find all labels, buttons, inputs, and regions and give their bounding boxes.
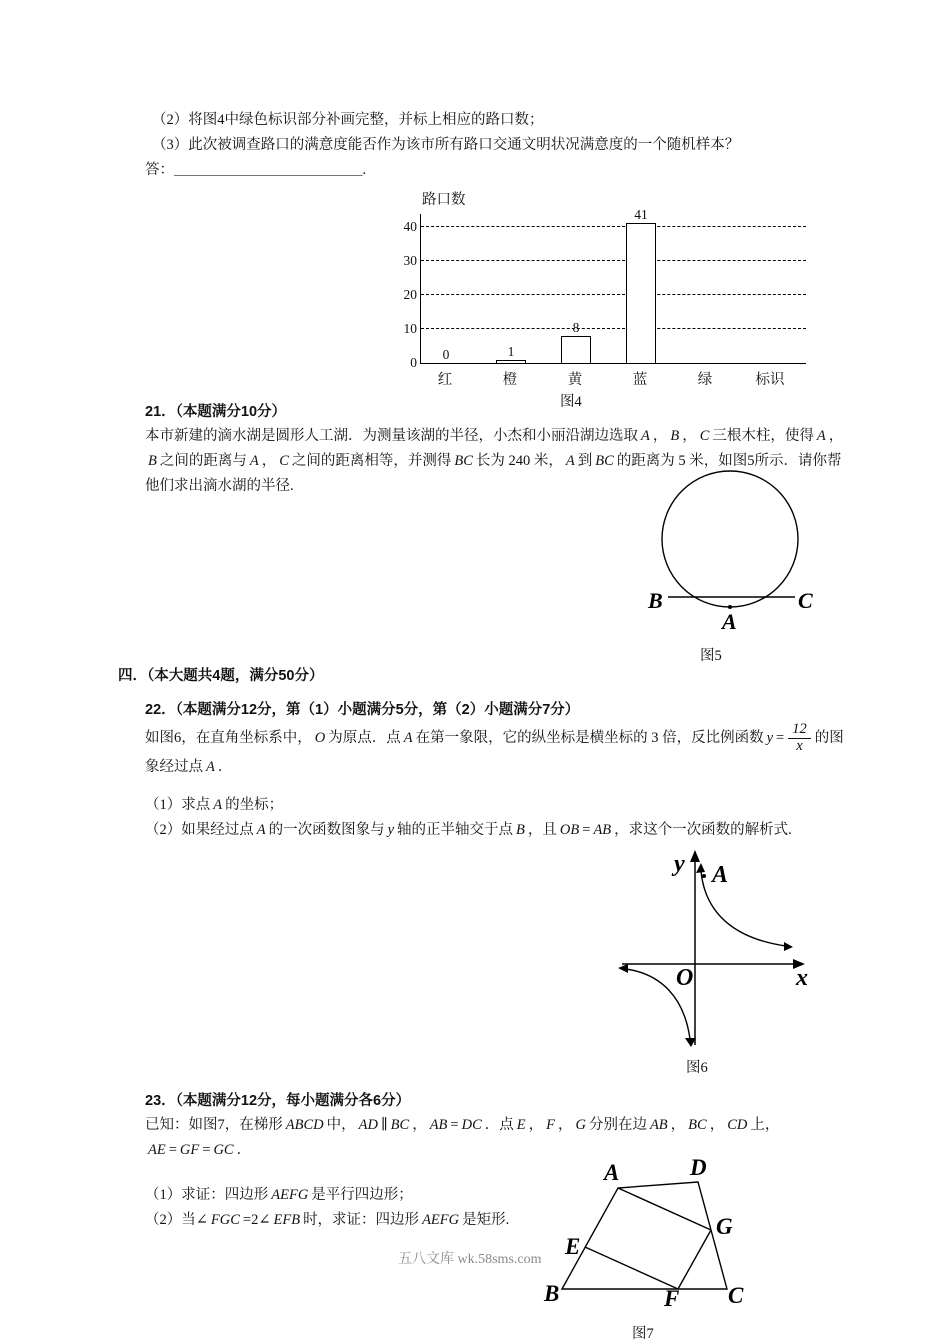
math-variable: A [256, 822, 266, 838]
question23-item1: （1）求证：四边形 AEFG 是平行四边形； [145, 1187, 413, 1203]
segment-ga [618, 1188, 711, 1230]
chart-bar-value: 8 [572, 319, 580, 335]
segment-ef [585, 1247, 678, 1289]
math-variable: y [766, 729, 774, 746]
math-variable: y [387, 822, 395, 838]
math-variable: AEFG [422, 1212, 460, 1228]
chart-ytick: 30 [403, 252, 417, 268]
chart-category-label: 黄 [567, 372, 583, 388]
math-variable: BC [595, 453, 614, 469]
chart-gridline [421, 226, 806, 227]
math-variable: A [403, 729, 413, 746]
question21-body: 本市新建的滴水湖是圆形人工湖．为测量该湖的半径，小杰和小丽沿湖边选取 A ， B ， C 三根木柱，使得 A ，B 之间的距离与 A ， C 之间的距离相等，并测得 BC 长为 240 米， A 到 BC 的距离为 5 米，如图5所示．请你帮他们求出滴水湖的半径. [145, 428, 844, 494]
math-variable: AB [649, 1117, 668, 1133]
math-variable: BC [390, 1117, 410, 1133]
math-variable: B [670, 428, 680, 444]
math-variable: C [279, 453, 289, 469]
question23-item2: （2）当∠ FGC =2∠ EFB 时，求证：四边形 AEFG 是矩形. [145, 1212, 510, 1228]
math-variable: EFB [273, 1212, 301, 1228]
figure5-lake-diagram [640, 467, 825, 637]
math-variable: OB [559, 822, 580, 838]
lake-circle [662, 471, 798, 607]
chart-plot-area [403, 207, 806, 370]
math-variable: AB [429, 1117, 448, 1133]
math-variable: C [699, 428, 710, 444]
chart-x-axis-title: 标识 [755, 372, 785, 388]
chart-ytick: 20 [403, 286, 417, 302]
math-variable: AD [358, 1117, 378, 1133]
math-variable: AEFG [271, 1187, 309, 1203]
math-variable: FGC [210, 1212, 240, 1228]
math-variable: AB [593, 822, 612, 838]
figure7-label-f: F [664, 1286, 680, 1310]
chart-category-label: 红 [437, 372, 453, 388]
section4-heading: 四．（本大题共4题，满分50分） [118, 668, 324, 684]
watermark-footer: 五八文库 wk.58sms.com [398, 1252, 542, 1267]
chart-category-labels [420, 364, 810, 388]
math-variable: O [314, 729, 326, 746]
figure7-label-d: D [690, 1158, 707, 1180]
question22-heading: 22．（本题满分12分，第（1）小题满分5分，第（2）小题满分7分） [145, 702, 580, 718]
fraction: $\frac{12}{x}$ [788, 722, 811, 755]
math-variable: A [565, 453, 575, 469]
figure6-hyperbola-diagram [600, 845, 815, 1055]
branch-q1-right-arrow-icon [784, 942, 793, 951]
math-variable: A [249, 453, 259, 469]
figure6-label-o: O [676, 965, 694, 991]
figure7-label-e: E [565, 1234, 581, 1259]
chart-category-label: 绿 [697, 372, 713, 388]
math-variable: ABCD [285, 1117, 324, 1133]
figure5-label-c: C [798, 588, 813, 613]
branch-q1-top-arrow-icon [696, 863, 705, 873]
figure5-label-a: A [722, 609, 737, 634]
trapezoid-abcd [562, 1182, 727, 1289]
question22-intro: 如图6，在直角坐标系中， O 为原点．点 A 在第一象限，它的纵坐标是横坐标的 3 倍，反比例函数 y = $\frac{12}{x}$ 的图象经过点 A ． [145, 721, 844, 775]
chart-bar [626, 223, 656, 363]
math-variable: F [546, 1117, 555, 1133]
chart-ytick: 40 [403, 218, 417, 234]
figure6-label-x: x [796, 965, 808, 991]
segment-fg [678, 1230, 711, 1289]
chart-bar [561, 336, 591, 363]
math-variable: AE [148, 1142, 166, 1158]
question23-heading: 23．（本题满分12分，每小题满分各6分） [145, 1093, 411, 1109]
math-variable: B [516, 822, 525, 838]
figure6-label-y: y [674, 851, 685, 877]
figure6-caption: 图6 [686, 1060, 708, 1076]
y-axis-arrow-icon [690, 850, 700, 862]
math-variable: A [213, 797, 223, 813]
figure5-label-b: B [648, 588, 663, 613]
math-variable: E [516, 1117, 526, 1133]
question22-item2: （2）如果经过点 A 的一次函数图象与 y 轴的正半轴交于点 B ，且 OB = AB ，求这个一次函数的解析式. [145, 822, 792, 838]
intro-line-3: （3）此次被调查路口的满意度能否作为该市所有路口交通文明状况满意度的一个随机样本？ [152, 137, 740, 153]
point-a-marker [702, 874, 706, 878]
math-variable: G [575, 1117, 586, 1133]
figure4-caption: 图4 [560, 394, 582, 410]
chart-bar-value: 1 [507, 343, 515, 359]
chart-category-label: 蓝 [632, 372, 648, 388]
chart-y-axis-title: 路口数 [422, 192, 466, 208]
answer-blank-line: 答：＿＿＿＿＿＿＿＿＿＿＿＿＿. [145, 162, 367, 178]
math-variable: BC [454, 453, 473, 469]
question21-heading: 21．（本题满分10分） [145, 404, 287, 420]
chart-bar-value: 41 [634, 207, 648, 223]
figure7-label-b: B [544, 1281, 560, 1306]
math-variable: BC [688, 1117, 707, 1133]
figure5-caption: 图5 [700, 648, 722, 664]
chart-category-label: 橙 [502, 372, 518, 388]
figure7-label-c: C [728, 1283, 744, 1308]
figure7-trapezoid-diagram [538, 1158, 763, 1310]
chart-gridline [421, 260, 806, 261]
question22-item1: （1）求点 A 的坐标； [145, 797, 284, 813]
math-variable: A [816, 428, 826, 444]
bar-chart-figure4 [386, 188, 816, 388]
chart-ytick: 10 [403, 320, 417, 336]
math-variable: CD [727, 1117, 748, 1133]
figure7-label-g: G [716, 1214, 733, 1239]
figure7-caption: 图7 [632, 1326, 654, 1342]
math-variable: A [206, 758, 215, 775]
branch-q3-left-arrow-icon [618, 964, 628, 973]
intro-line-2: （2）将图4中绿色标识部分补画完整，并标上相应的路口数； [152, 112, 544, 128]
chart-gridline [421, 294, 806, 295]
math-variable: A [641, 428, 650, 444]
figure6-label-a: A [712, 862, 729, 888]
chart-gridline [421, 328, 806, 329]
question23-intro: 已知：如图7，在梯形 ABCD 中， AD ∥ BC ， AB = DC ．点 E ， F ， G 分别在边 AB ， BC ， CD 上，AE = GF = GC ． [145, 1117, 780, 1158]
figure7-label-a: A [604, 1160, 620, 1185]
math-variable: GF [179, 1142, 200, 1158]
math-variable: B [148, 453, 157, 469]
chart-ytick: 0 [410, 355, 417, 370]
chart-bar [496, 360, 526, 363]
chart-bar-value: 0 [442, 347, 450, 362]
math-variable: GC [213, 1142, 234, 1158]
math-variable: DC [461, 1117, 482, 1133]
